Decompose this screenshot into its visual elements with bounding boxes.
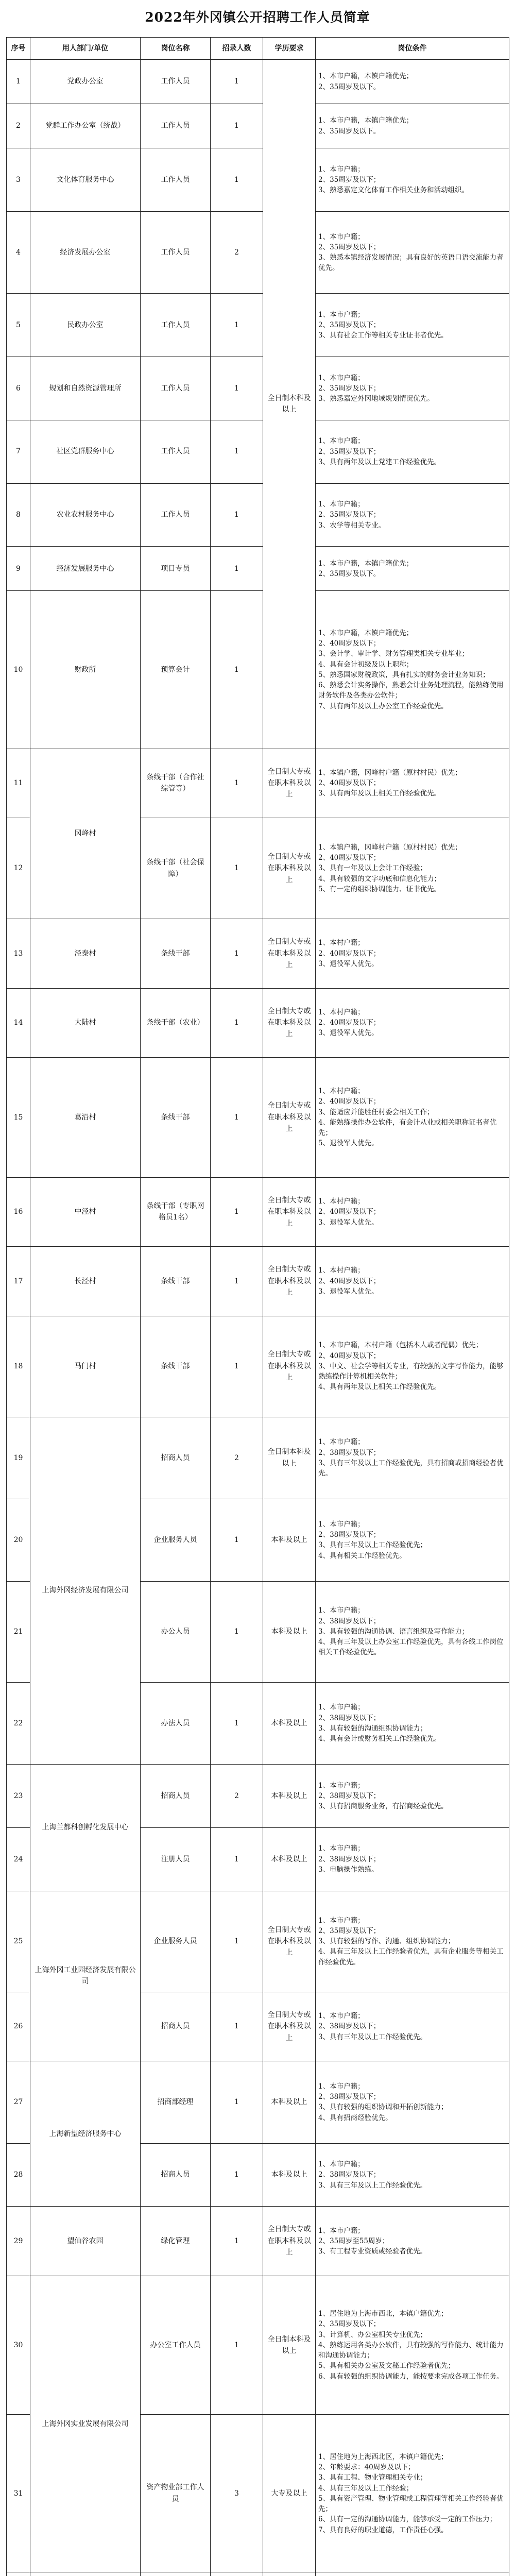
post-name-cell: 工作人员	[141, 357, 211, 420]
requirements-cell: 1、本市户籍； 2、35周岁及以下； 3、熟悉嘉定外冈地域规划情况优先。	[316, 357, 509, 420]
headcount-cell: 1	[211, 357, 263, 420]
table-row	[7, 1247, 509, 1316]
headcount-cell: 3	[211, 2415, 263, 2572]
row-number-cell: 10	[7, 591, 30, 749]
education-cell: 全日制本科及以上	[263, 1417, 316, 1499]
requirements-cell: 1、本村户籍； 2、40周岁及以下； 3、能适应并能胜任村委会相关工作； 4、能熟练操作办公软件，有会计从业或相关职称证书者优先； 5、退役军人优先。	[316, 1057, 509, 1177]
row-number-cell: 20	[7, 1499, 30, 1581]
headcount-cell: 1	[211, 1177, 263, 1246]
education-cell	[263, 2572, 316, 2576]
row-number-cell: 28	[7, 2143, 30, 2207]
education-cell: 全日制大专或在职本科及以上	[263, 919, 316, 988]
education-cell: 本科及以上	[263, 2143, 316, 2207]
row-number-cell: 15	[7, 1057, 30, 1177]
department-cell: 上海新望经济服务中心	[30, 2061, 141, 2207]
post-name-cell: 办公人员	[141, 1581, 211, 1682]
requirements-cell: 1、本村户籍； 2、40周岁及以下； 3、退役军人优先。	[316, 1247, 509, 1316]
post-name-cell: 条线干部	[141, 1057, 211, 1177]
headcount-cell: 1	[211, 919, 263, 988]
requirements-cell: 1、本市户籍； 2、38周岁及以下； 3、电脑操作熟练。	[316, 1827, 509, 1891]
row-number-cell: 6	[7, 357, 30, 420]
row-number-cell: 22	[7, 1682, 30, 1764]
requirements-cell: 1、本市户籍； 2、38周岁及以下； 3、具有招商服务业务，有招商经验优先。	[316, 1765, 509, 1828]
department-cell: 农业农村服务中心	[30, 483, 141, 547]
post-name-cell: 企业服务人员	[141, 1499, 211, 1581]
department-cell: 上海兰都科创孵化发展中心	[30, 1765, 141, 1891]
education-cell: 全日制大专或在职本科及以上	[263, 1316, 316, 1417]
requirements-cell: 1、本市户籍； 2、35周岁至55周岁； 3、有工程专业资质或经验者优先。	[316, 2207, 509, 2276]
headcount-cell: 1	[211, 104, 263, 148]
headcount-cell: 1	[211, 1581, 263, 1682]
headcount-cell: 1	[211, 2276, 263, 2415]
education-cell: 全日制大专或在职本科及以上	[263, 1177, 316, 1246]
department-cell: 泾泰村	[30, 919, 141, 988]
requirements-cell: 1、本市户籍； 2、38周岁及以下； 3、具有较强的沟通组织协调能力； 4、具有会计或财务相关工作经验优先。	[316, 1682, 509, 1764]
row-number-cell: 1	[7, 60, 30, 104]
post-name-cell: 条线干部	[141, 1316, 211, 1417]
department-cell: 中泾村	[30, 1177, 141, 1246]
department-cell: 经济发展办公室	[30, 211, 141, 293]
row-number-cell: 11	[7, 749, 30, 818]
post-name-cell: 工作人员	[141, 148, 211, 212]
department-cell: 长泾村	[30, 1247, 141, 1316]
table-row	[7, 2207, 509, 2276]
post-name-cell: 办法人员	[141, 1682, 211, 1764]
requirements-cell: 1、本市户籍，本镇户籍优先； 2、35周岁及以下。	[316, 60, 509, 104]
row-number-cell: 25	[7, 1891, 30, 1992]
education-cell: 全日制大专或在职本科及以上	[263, 1992, 316, 2061]
table-row	[7, 357, 509, 420]
post-name-cell: 工作人员	[141, 60, 211, 104]
headcount-cell: 1	[211, 591, 263, 749]
row-number-cell: 7	[7, 420, 30, 483]
header-post: 岗位名称	[141, 38, 211, 60]
recruitment-table	[6, 37, 509, 2576]
education-cell: 大专及以上	[263, 2415, 316, 2572]
requirements-cell: 1、本市户籍； 2、38周岁及以下； 3、具有三年及以上工作经验优先。	[316, 1992, 509, 2061]
headcount-cell: 1	[211, 1499, 263, 1581]
row-number-cell: 24	[7, 1827, 30, 1891]
table-header-row	[7, 38, 509, 60]
table-row	[7, 988, 509, 1057]
row-number-cell: 31	[7, 2415, 30, 2572]
requirements-cell: 1、本市户籍； 2、38周岁及以下； 3、具有三年及以上工作经验优先，具有招商或招商经验者优先。	[316, 1417, 509, 1499]
department-cell: 上海外冈经济发展有限公司	[30, 1417, 141, 1764]
headcount-cell: 2	[211, 1417, 263, 1499]
requirements-cell: 1、本市户籍，本镇户籍优先； 2、35周岁及以下。	[316, 547, 509, 591]
headcount-cell: 1	[211, 1827, 263, 1891]
table-row	[7, 1057, 509, 1177]
row-number-cell: 30	[7, 2276, 30, 2415]
headcount-cell: 1	[211, 60, 263, 104]
post-name-cell: 工作人员	[141, 294, 211, 357]
headcount-cell	[211, 2572, 263, 2576]
education-cell: 全日制大专或在职本科及以上	[263, 1247, 316, 1316]
post-name-cell: 招商人员	[141, 2143, 211, 2207]
table-row	[7, 1891, 509, 1992]
department-cell	[30, 2572, 141, 2576]
department-cell: 党群工作办公室（统战）	[30, 104, 141, 148]
table-row	[7, 294, 509, 357]
headcount-cell: 2	[211, 1765, 263, 1828]
table-row	[7, 1177, 509, 1246]
education-cell: 全日制大专或在职本科及以上	[263, 818, 316, 919]
row-number-cell: 5	[7, 294, 30, 357]
row-number-cell: 21	[7, 1581, 30, 1682]
headcount-cell: 1	[211, 483, 263, 547]
post-name-cell: 条线干部（专职网格员1名）	[141, 1177, 211, 1246]
table-row	[7, 60, 509, 104]
table-row	[7, 104, 509, 148]
education-cell: 全日制大专或在职本科及以上	[263, 749, 316, 818]
post-name-cell: 项目专员	[141, 547, 211, 591]
table-row	[7, 483, 509, 547]
education-cell: 全日制大专或在职本科及以上	[263, 1891, 316, 1992]
row-number-cell: 16	[7, 1177, 30, 1246]
post-name-cell: 招商人员	[141, 1992, 211, 2061]
post-name-cell: 注册人员	[141, 1827, 211, 1891]
post-name-cell: 条线干部	[141, 1247, 211, 1316]
post-name-cell: 工作人员	[141, 211, 211, 293]
headcount-cell: 1	[211, 749, 263, 818]
requirements-cell: 1、居住地为上海市西北，本镇户籍优先； 2、35周岁及以下； 3、计算机、办公室相关专业优先； 4、熟练运用各类办公软件，具有较强的写作能力、统计能力和沟通协调能力； 5、具有相关办公室及文秘工作经验者优先； 6、具有较强的组织协调能力，能按要求完成各项工作任务。	[316, 2276, 509, 2415]
requirements-cell: 1、本市户籍； 2、35周岁及以下； 3、熟悉嘉定文化体育工作相关业务和活动组织。	[316, 148, 509, 212]
headcount-cell: 1	[211, 547, 263, 591]
department-cell: 社区党群服务中心	[30, 420, 141, 483]
headcount-cell: 1	[211, 1992, 263, 2061]
row-number-cell	[7, 2572, 30, 2576]
requirements-cell: 1、本村户籍； 2、40周岁及以下； 3、退役军人优先。	[316, 1177, 509, 1246]
department-cell: 上海外冈工业园经济发展有限公司	[30, 1891, 141, 2061]
headcount-cell: 1	[211, 420, 263, 483]
department-cell: 文化体育服务中心	[30, 148, 141, 212]
post-name-cell: 招商人员	[141, 1765, 211, 1828]
department-cell: 经济发展服务中心	[30, 547, 141, 591]
document-title: 2022年外冈镇公开招聘工作人员简章	[145, 10, 370, 25]
post-name-cell: 工作人员	[141, 104, 211, 148]
education-cell: 本科及以上	[263, 1581, 316, 1682]
headcount-cell: 1	[211, 1057, 263, 1177]
post-name-cell: 招商人员	[141, 1417, 211, 1499]
requirements-cell: 1、本市户籍； 2、35周岁及以下； 3、具有较强的写作、沟通、组织协调能力； 4、具有三年及以上工作经验者优先，具有企业服务等相关工作经验优先。	[316, 1891, 509, 1992]
row-number-cell: 19	[7, 1417, 30, 1499]
row-number-cell: 3	[7, 148, 30, 212]
header-no: 序号	[7, 38, 30, 60]
post-name-cell: 条线干部	[141, 919, 211, 988]
headcount-cell: 2	[211, 211, 263, 293]
row-number-cell: 2	[7, 104, 30, 148]
post-name-cell: 工作人员	[141, 483, 211, 547]
table-row	[7, 1765, 509, 1828]
education-cell: 全日制大专或在职本科及以上	[263, 2207, 316, 2276]
requirements-cell: 1、本镇户籍，冈峰村户籍（原村村民）优先； 2、40周岁及以下； 3、具有一年及以上会计工作经验； 4、具有较强的文字功底和信息化能力； 5、有一定的组织协调能力、证书优先。	[316, 818, 509, 919]
education-cell: 本科及以上	[263, 1682, 316, 1764]
department-cell: 民政办公室	[30, 294, 141, 357]
requirements-cell: 1、本市户籍； 2、35周岁及以下； 3、熟悉本镇经济发展情况；具有良好的英语口语交流能力者优先。	[316, 211, 509, 293]
headcount-cell: 1	[211, 1891, 263, 1992]
table-row	[7, 211, 509, 293]
post-name-cell: 绿化管理	[141, 2207, 211, 2276]
requirements-cell: 1、居住地为上海西北区，本镇户籍优先； 2、年龄要求：40周岁及以下； 3、具有工程、物业管理相关专业； 4、具有三年及以上工作经验； 5、具有资产管理、物业管理或工程管理等相关工作经验者优先； 6、具有一定的沟通协调能力，能够承受一定的工作压力； 7、具有良好的职业道德，工作责任心强。	[316, 2415, 509, 2572]
post-name-cell: 企业服务人员	[141, 1891, 211, 1992]
table-row	[7, 2572, 509, 2576]
headcount-cell: 1	[211, 148, 263, 212]
post-name-cell: 招商部经理	[141, 2061, 211, 2143]
headcount-cell: 1	[211, 818, 263, 919]
row-number-cell: 9	[7, 547, 30, 591]
education-cell: 本科及以上	[263, 1765, 316, 1828]
department-cell: 马门村	[30, 1316, 141, 1417]
requirements-cell: 1、本市户籍； 2、38周岁及以下； 3、具有三年及以上工作经验优先。	[316, 2143, 509, 2207]
table-body	[7, 60, 509, 2576]
requirements-cell: 1、本市户籍，本镇户籍优先； 2、40周岁及以下； 3、会计学、审计学、财务管理类相关专业毕业； 4、具有会计初级及以上职称； 5、熟悉国家财税政策，具有扎实的财务会计业务知识； 6、熟悉会计实务操作，熟悉会计业务处理流程，能熟练使用财务软件及各类办公软件； 7、具有两年及以上办公室工作经验优先。	[316, 591, 509, 749]
post-name-cell: 条线干部（社会保障）	[141, 818, 211, 919]
requirements-cell: 1、本村户籍； 2、40周岁及以下； 3、退役军人优先。	[316, 988, 509, 1057]
headcount-cell: 1	[211, 1247, 263, 1316]
row-number-cell: 8	[7, 483, 30, 547]
header-count: 招录人数	[211, 38, 263, 60]
requirements-cell	[316, 2572, 509, 2576]
requirements-cell: 1、本市户籍； 2、38周岁及以下； 3、具有较强的组织协调和开拓创新能力； 4、具有招商经验优先。	[316, 2061, 509, 2143]
headcount-cell: 1	[211, 988, 263, 1057]
post-name-cell: 办公室工作人员	[141, 2276, 211, 2415]
department-cell: 规划和自然资源管理所	[30, 357, 141, 420]
headcount-cell: 1	[211, 2143, 263, 2207]
requirements-cell: 1、本市户籍，本村户籍（包括本人或者配偶）优先； 2、40周岁及以下； 3、中文、社会学等相关专业，有较强的文字写作能力，能够熟练操作计算机相关软件； 4、具有两年及以上相关工作经验优先。	[316, 1316, 509, 1417]
requirements-cell: 1、本市户籍； 2、35周岁及以下； 3、具有社会工作等相关专业证书者优先。	[316, 294, 509, 357]
headcount-cell: 1	[211, 2207, 263, 2276]
headcount-cell: 1	[211, 1316, 263, 1417]
headcount-cell: 1	[211, 294, 263, 357]
header-requirements: 岗位条件	[316, 38, 509, 60]
department-cell: 大陆村	[30, 988, 141, 1057]
row-number-cell: 14	[7, 988, 30, 1057]
post-name-cell: 预算会计	[141, 591, 211, 749]
row-number-cell: 27	[7, 2061, 30, 2143]
department-cell: 党政办公室	[30, 60, 141, 104]
post-name-cell: 资产物业部工作人员	[141, 2415, 211, 2572]
requirements-cell: 1、本市户籍； 2、38周岁及以下； 3、具有较强的沟通协调、语言组织及写作能力； 4、具有三年及以上办公室工作经验优先，具有各线工作岗位相关工作经验优先。	[316, 1581, 509, 1682]
post-name-cell: 条线干部（农业）	[141, 988, 211, 1057]
headcount-cell: 1	[211, 1682, 263, 1764]
row-number-cell: 17	[7, 1247, 30, 1316]
table-row	[7, 1417, 509, 1499]
row-number-cell: 29	[7, 2207, 30, 2276]
table-row	[7, 1316, 509, 1417]
table-row	[7, 591, 509, 749]
row-number-cell: 23	[7, 1765, 30, 1828]
post-name-cell: 工作人员	[141, 420, 211, 483]
table-row	[7, 2276, 509, 2415]
post-name-cell: 条线干部（合作社综管等）	[141, 749, 211, 818]
education-cell: 全日制本科及以上	[263, 60, 316, 749]
table-row	[7, 148, 509, 212]
header-dept: 用人部门/单位	[30, 38, 141, 60]
table-row	[7, 420, 509, 483]
education-cell: 本科及以上	[263, 2061, 316, 2143]
education-cell: 全日制大专或在职本科及以上	[263, 988, 316, 1057]
department-cell: 财政所	[30, 591, 141, 749]
table-row	[7, 2061, 509, 2143]
post-name-cell	[141, 2572, 211, 2576]
requirements-cell: 1、本市户籍； 2、38周岁及以下； 3、具有三年及以上工作经验优先； 4、具有相关工作经验优先。	[316, 1499, 509, 1581]
headcount-cell: 1	[211, 2061, 263, 2143]
table-row	[7, 749, 509, 818]
row-number-cell: 13	[7, 919, 30, 988]
education-cell: 全日制大专或在职本科及以上	[263, 1057, 316, 1177]
requirements-cell: 1、本市户籍； 2、35周岁及以下； 3、农学等相关专业。	[316, 483, 509, 547]
header-edu: 学历要求	[263, 38, 316, 60]
requirements-cell: 1、本市户籍，本镇户籍优先； 2、35周岁及以下。	[316, 104, 509, 148]
department-cell: 上海外冈实业发展有限公司	[30, 2276, 141, 2572]
row-number-cell: 12	[7, 818, 30, 919]
education-cell: 本科及以上	[263, 1827, 316, 1891]
department-cell: 葛沿村	[30, 1057, 141, 1177]
education-cell: 全日制本科及以上	[263, 2276, 316, 2415]
education-cell: 本科及以上	[263, 1499, 316, 1581]
requirements-cell: 1、本市户籍； 2、35周岁及以下； 3、具有两年及以上党建工作经验优先。	[316, 420, 509, 483]
row-number-cell: 18	[7, 1316, 30, 1417]
row-number-cell: 4	[7, 211, 30, 293]
table-row	[7, 547, 509, 591]
department-cell: 望仙谷农园	[30, 2207, 141, 2276]
requirements-cell: 1、本村户籍； 2、40周岁及以下； 3、退役军人优先。	[316, 919, 509, 988]
department-cell: 冈峰村	[30, 749, 141, 919]
table-row	[7, 919, 509, 988]
row-number-cell: 26	[7, 1992, 30, 2061]
requirements-cell: 1、本镇户籍，冈峰村户籍（原村村民）优先； 2、40周岁及以下； 3、具有两年及以上相关工作经验优先。	[316, 749, 509, 818]
